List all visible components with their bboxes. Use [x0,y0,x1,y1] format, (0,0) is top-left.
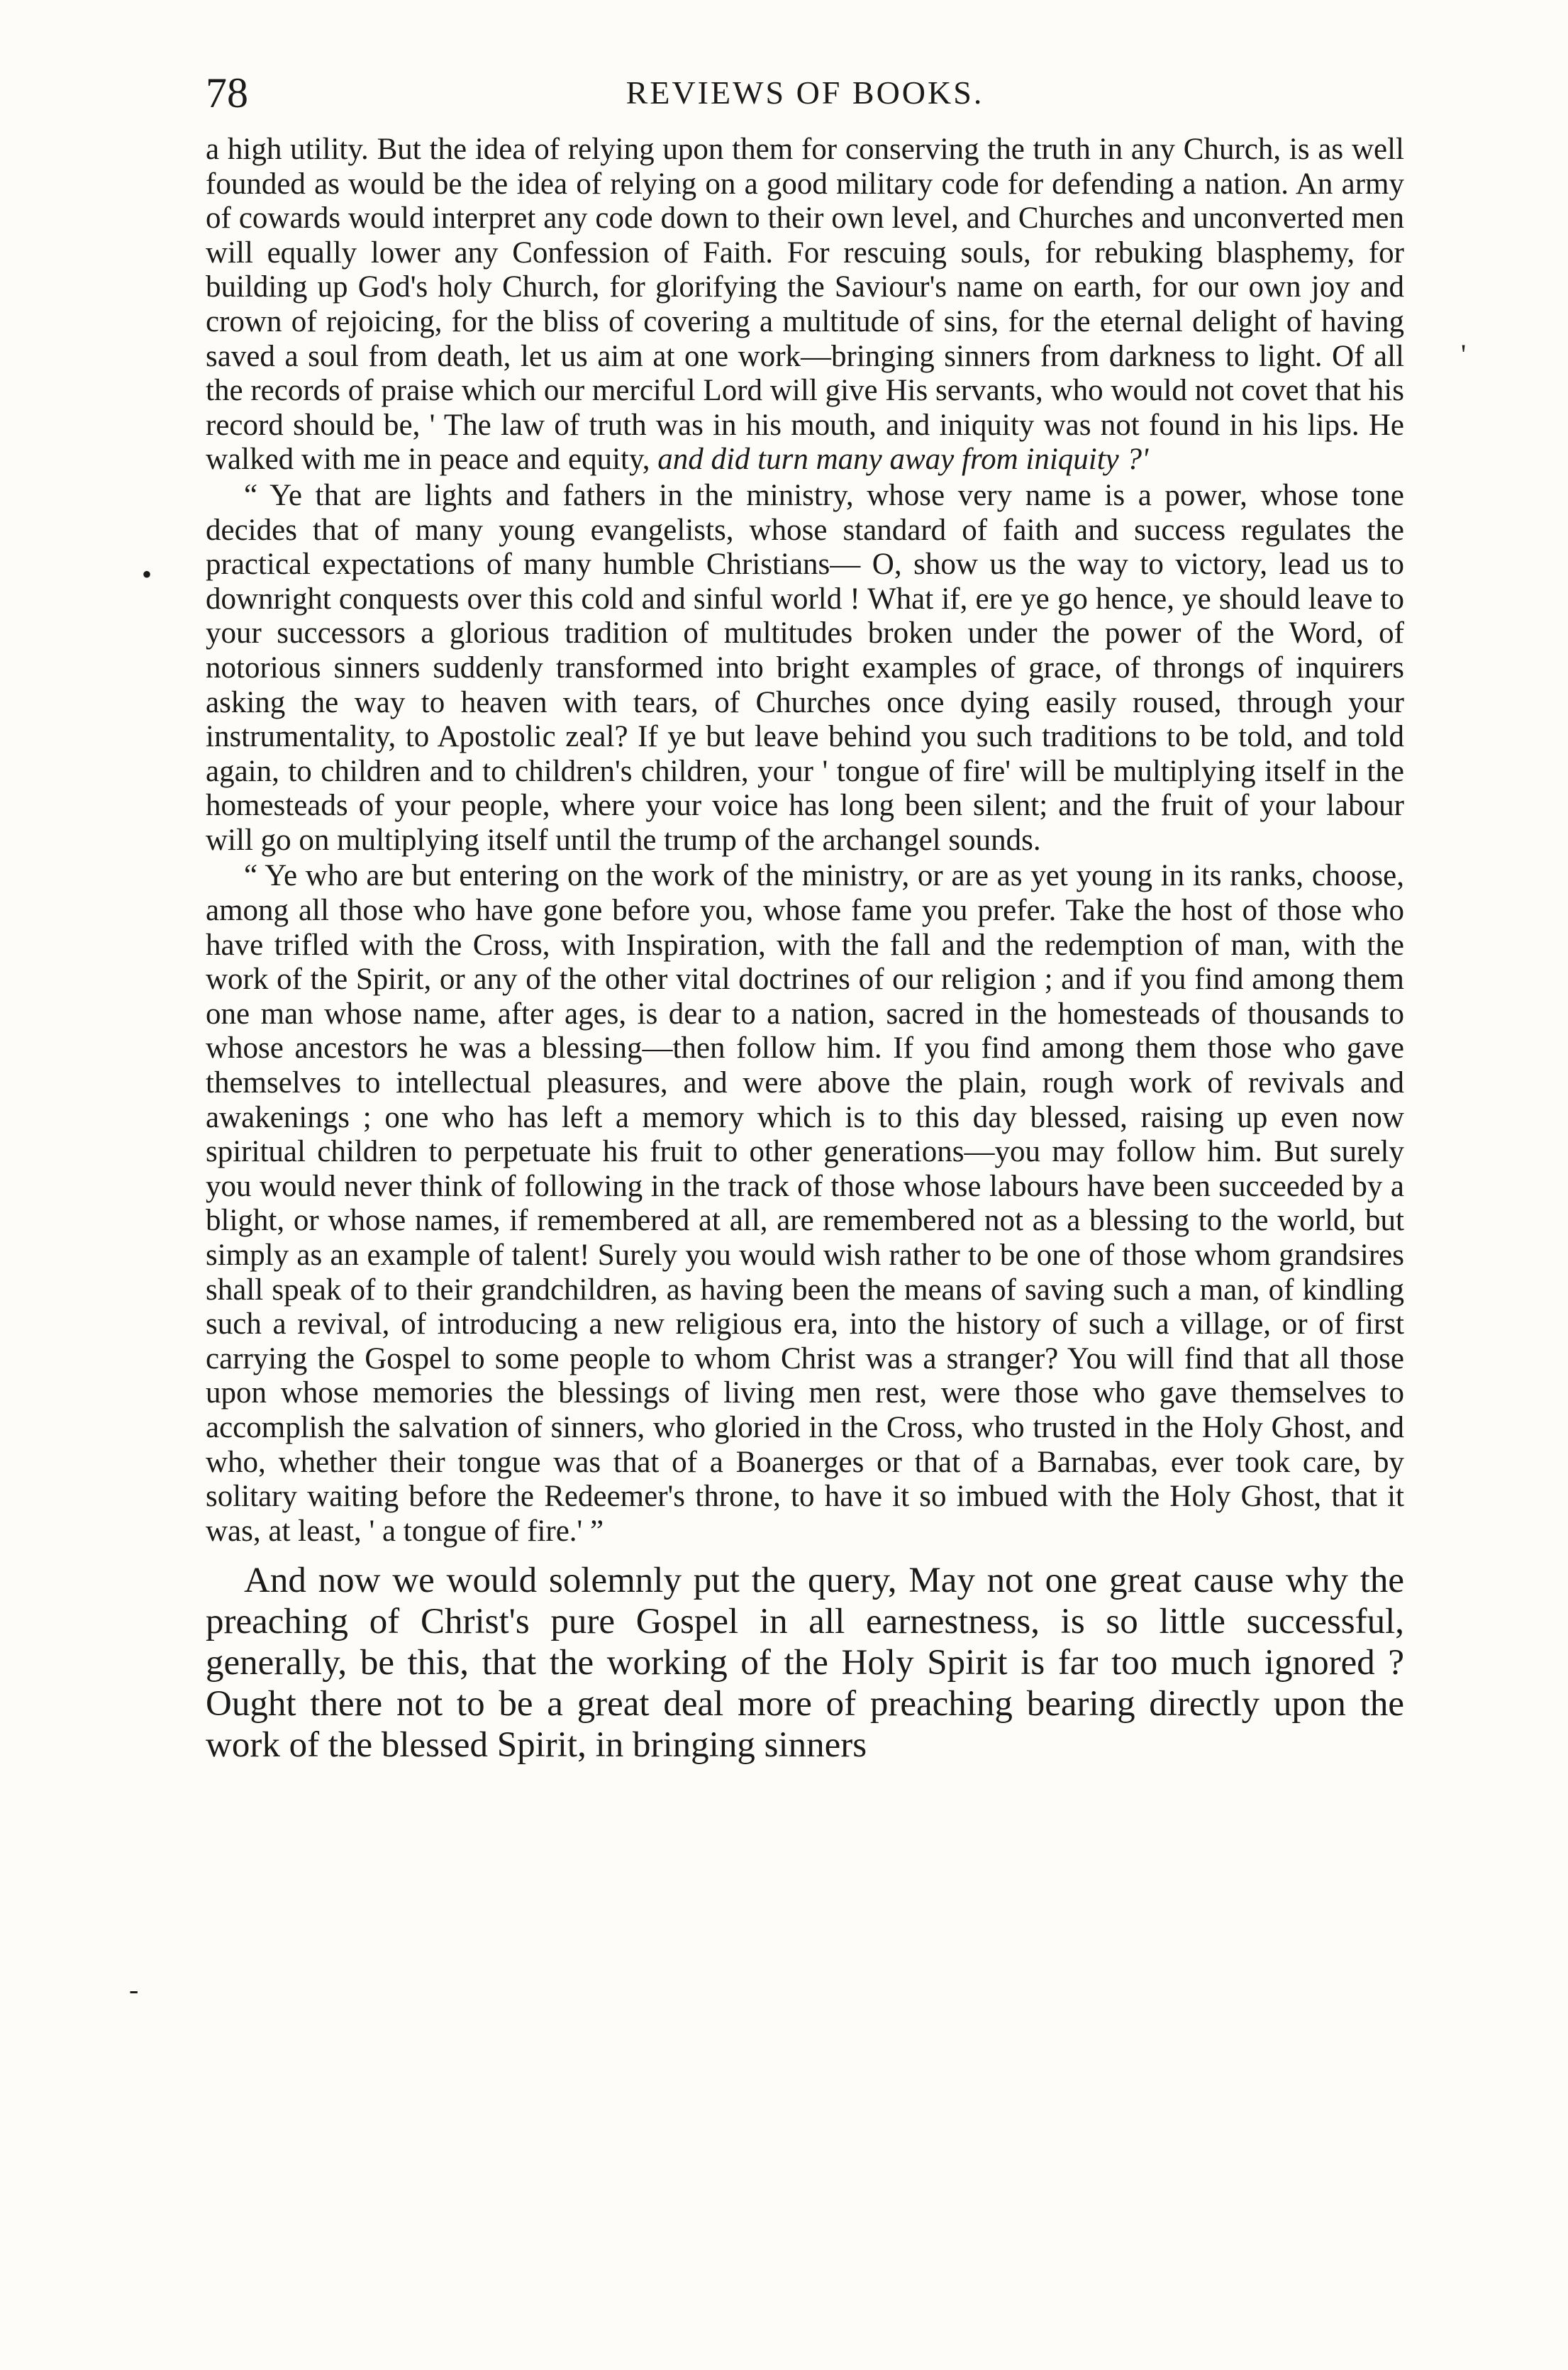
page-body [206,133,1404,1766]
running-head: REVIEWS OF BOOKS. [625,74,984,111]
paragraph-2: “ Ye that are lights and fathers in the ministry, whose very name is a power, whose tone decides that of many young evangelists, whose standard of faith and success regulates the practical expectations of many humble Christians— O, show us the way to victory, lead us to downright conquests over this cold and sinful world ! What if, ere ye go hence, ye should leave to your successors a glorious tradition of multitudes broken under the power of the Word, of notorious sinners suddenly transformed into bright examples of grace, of throngs of inquirers asking the way to heaven with tears, of Churches once dying easily roused, through your instrumentality, to Apostolic zeal? If ye but leave behind you such traditions to be told, and told again, to children and to children's children, your ' tongue of fire' will be multiplying itself in the homesteads of your people, where your voice has long been silent; and the fruit of your labour will go on multiplying itself until the trump of the archangel sounds. [206,478,1404,857]
page-header [206,67,1404,118]
paragraph-1 [206,133,1404,477]
paragraph-1-italic: and did turn many away from iniquity ?' [657,443,1149,477]
page-number: 78 [206,70,248,116]
margin-tick-mark: ' [1461,338,1467,370]
margin-dash-mark: - [129,1973,139,2005]
paragraph-3: “ Ye who are but entering on the work of the ministry, or are as yet young in its ranks, choose, among all those who have gone before you, whose fame you prefer. Take the host of those who have trifled with the Cross, with Inspiration, with the fall and the redemption of man, with the work of the Spirit, or any of the other vital doctrines of our religion ; and if you find among them one man whose name, after ages, is dear to a nation, sacred in the homesteads of thousands to whose ancestors he was a blessing—then follow him. If you find among them those who gave themselves to intellectual pleasures, and were above the plain, rough work of revivals and awakenings ; one who has left a memory which is to this day blessed, raising up even now spiritual children to perpetuate his fruit to other generations—you may follow him. But surely you would never think of following in the track of those whose labours have been succeeded by a blight, or whose names, if remembered at all, are remembered not as a blessing to the world, but simply as an example of talent! Surely you would wish rather to be one of those whom grandsires shall speak of to their grandchildren, as having been the means of saving such a man, of kindling such a revival, of introducing a new religious era, into the history of such a village, or of first carrying the Gospel to some people to whom Christ was a stranger? You will find that all those upon whose memories the blessings of living men rest, were those who gave themselves to accomplish the salvation of sinners, who gloried in the Cross, who trusted in the Holy Ghost, and who, whether their tongue was that of a Boanerges or that of a Barnabas, ever took care, by solitary waiting before the Redeemer's throne, to have it so imbued with the Holy Ghost, that it was, at least, ' a tongue of fire.' ” [206,859,1404,1548]
paragraph-4: And now we would solemnly put the query, May not one great cause why the preaching of Christ's pure Gospel in all earnestness, is so little successful, generally, be this, that the working of the Holy Spirit is far too much ignored ? Ought there not to be a great deal more of preaching bearing directly upon the work of the blessed Spirit, in bringing sinners [206,1561,1404,1766]
margin-dot-mark: • [142,558,152,590]
paragraph-1-text: a high utility. But the idea of relying upon them for conserving the truth in any Church, is as well founded as would be the idea of relying on a good military code for defending a nation. An army of cowards would interpret any code down to their own level, and Churches and unconverted men will equally lower any Confession of Faith. For rescuing souls, for rebuking blasphemy, for building up God's holy Church, for glorifying the Saviour's name on earth, for our own joy and crown of rejoicing, for the bliss of covering a multitude of sins, for the eternal delight of having saved a soul from death, let us aim at one work—bringing sinners from darkness to light. Of all the records of praise which our merciful Lord will give His servants, who would not covet that his record should be, ' The law of truth was in his mouth, and iniquity was not found in his lips. He walked with me in peace and equity, [206,133,1404,477]
